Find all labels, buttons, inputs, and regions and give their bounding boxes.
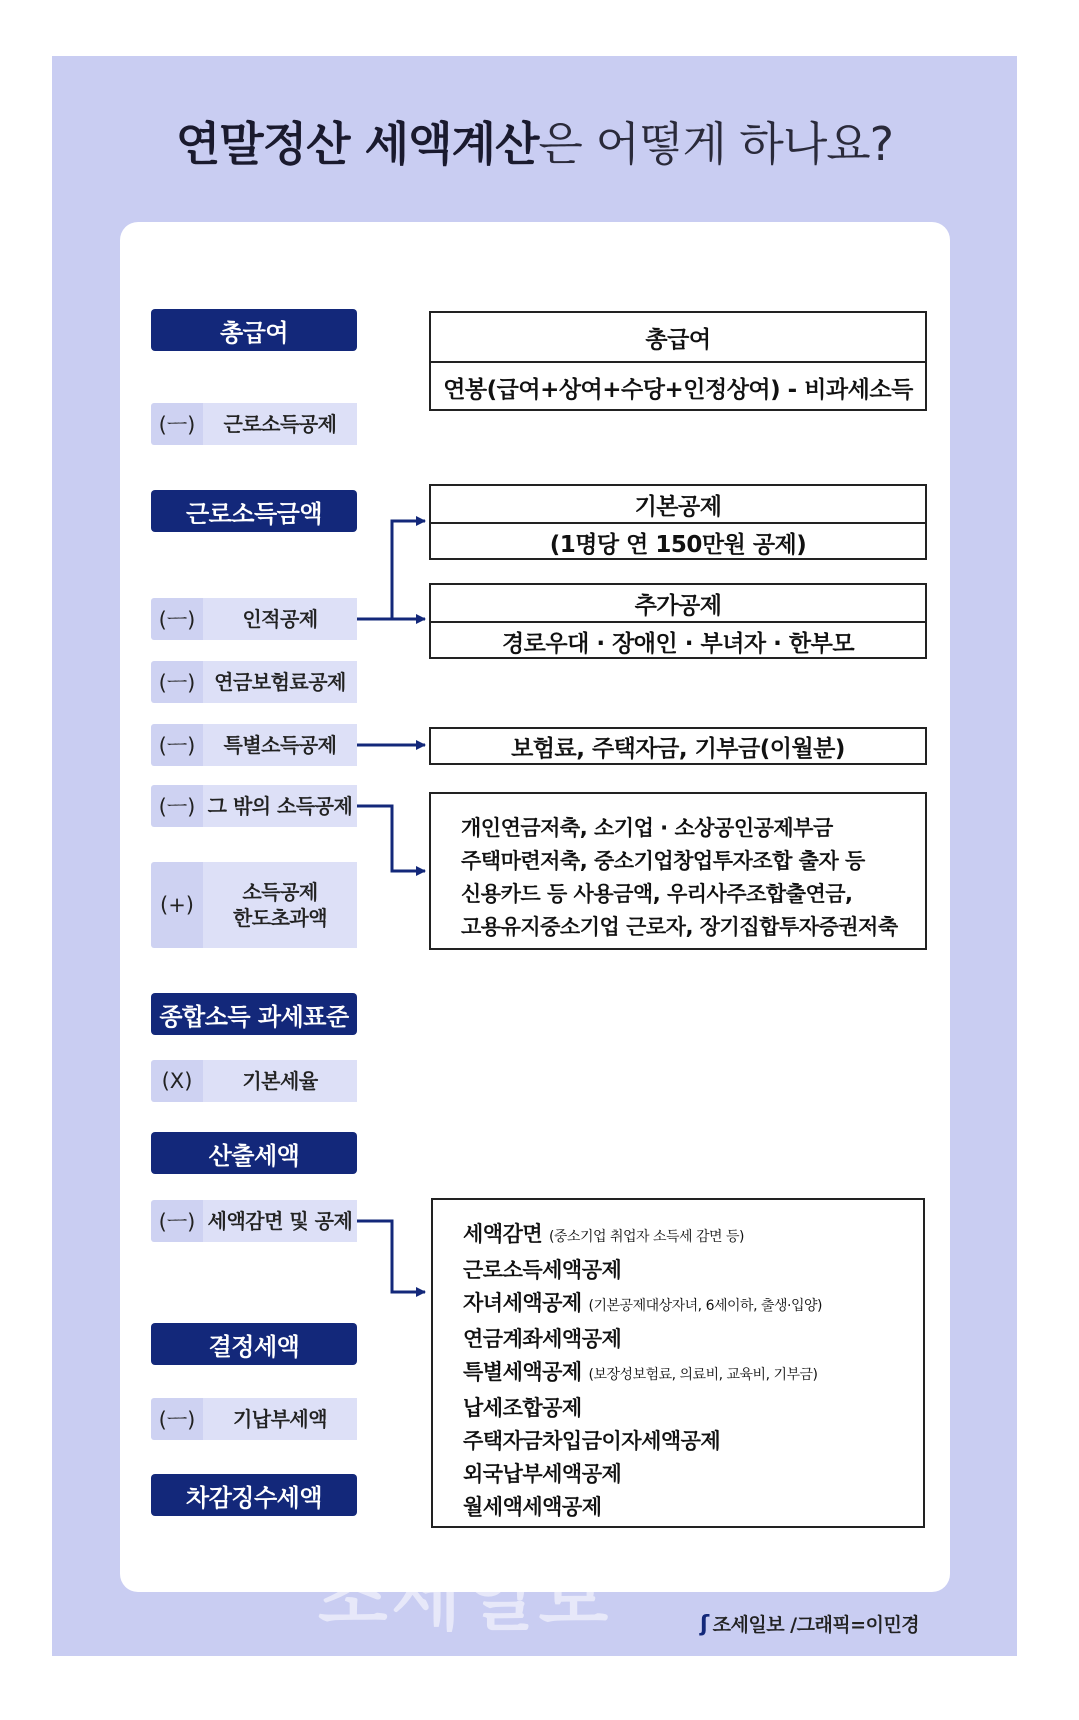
operator-minus: (ㅡ)	[158, 671, 196, 695]
operator-minus: (ㅡ)	[158, 1408, 196, 1432]
logo-mark-icon: ʃ	[700, 1612, 709, 1637]
item-main: 근로소득세액공제	[463, 1258, 622, 1282]
item-note: (보장성보험료, 의료비, 교육비, 기부금)	[588, 1367, 818, 1383]
operator-minus: (ㅡ)	[158, 608, 196, 632]
credit-text: 조세일보 /그래픽=이민경	[712, 1614, 920, 1636]
item-note: (중소기업 취업자 소득세 감면 등)	[548, 1229, 745, 1245]
step-earned-income-amount: 근로소득금액	[151, 490, 357, 532]
step-label-line1: 소득공제	[242, 880, 318, 904]
list-item: 주택마련저축, 중소기업창업투자조합 출자 등	[461, 849, 865, 873]
item-main: 자녀세액공제	[463, 1291, 582, 1315]
operator-minus: (ㅡ)	[158, 1210, 196, 1234]
watermark: 조세일보	[318, 1556, 613, 1640]
operator-plus: (+)	[160, 893, 194, 917]
credit	[700, 1610, 919, 1637]
step-label: 인적공제	[203, 598, 357, 640]
list-item: 개인연금저축, 소기업 · 소상공인공제부금	[461, 816, 833, 840]
arrow-tax-reduction	[357, 1221, 425, 1292]
box-header: 추가공제	[431, 585, 925, 623]
operator-minus: (ㅡ)	[158, 795, 196, 819]
operator-multiply: (X)	[161, 1069, 193, 1093]
item-main: 외국납부세액공제	[463, 1462, 622, 1486]
item-main: 연금계좌세액공제	[463, 1327, 622, 1351]
item-main: 납세조합공제	[463, 1396, 582, 1420]
step-label: 연금보험료공제	[203, 661, 357, 703]
step-label-line2: 한도초과액	[232, 906, 328, 930]
arrow-other-deduction	[357, 806, 425, 871]
operator-minus: (ㅡ)	[158, 734, 196, 758]
step-label: 기납부세액	[203, 1398, 357, 1440]
box-body: 경로우대 · 장애인 · 부녀자 · 한부모	[501, 630, 855, 657]
step-calculated-tax: 산출세액	[151, 1132, 357, 1174]
item-main: 월세액세액공제	[463, 1495, 602, 1519]
box-body: 연봉(급여+상여+수당+인정상여) - 비과세소득	[443, 376, 913, 403]
step-label: 근로소득공제	[203, 403, 357, 445]
list-item: 신용카드 등 사용금액, 우리사주조합출연금,	[461, 882, 853, 906]
item-main: 특별세액공제	[463, 1360, 582, 1384]
item-main: 주택자금차입금이자세액공제	[463, 1429, 721, 1453]
box-body: (1명당 연 150만원 공제)	[549, 531, 807, 558]
step-final-tax: 차감징수세액	[151, 1474, 357, 1516]
special-deduction-box: 보험료, 주택자금, 기부금(이월분)	[429, 727, 927, 765]
item-main: 세액감면	[463, 1222, 543, 1246]
title-bold: 연말정산 세액계산	[175, 117, 539, 171]
step-tax-base: 종합소득 과세표준	[151, 993, 357, 1035]
step-label: 그 밖의 소득공제	[203, 785, 357, 827]
step-label: 기본세율	[203, 1060, 357, 1102]
step-determined-tax: 결정세액	[151, 1323, 357, 1365]
box-header: 총급여	[431, 313, 925, 363]
item-note: (기본공제대상자녀, 6세이하, 출생·입양)	[588, 1298, 822, 1314]
box-header: 기본공제	[431, 486, 925, 524]
operator-minus: (ㅡ)	[158, 413, 196, 437]
list-item: 고용유지중소기업 근로자, 장기집합투자증권저축	[461, 915, 898, 939]
title-normal: 은 어떻게 하나요?	[538, 117, 894, 171]
step-label: 특별소득공제	[203, 724, 357, 766]
step-gross-pay: 총급여	[151, 309, 357, 351]
step-label: 세액감면 및 공제	[203, 1200, 357, 1242]
arrow-to-basic-deduction	[392, 521, 425, 619]
